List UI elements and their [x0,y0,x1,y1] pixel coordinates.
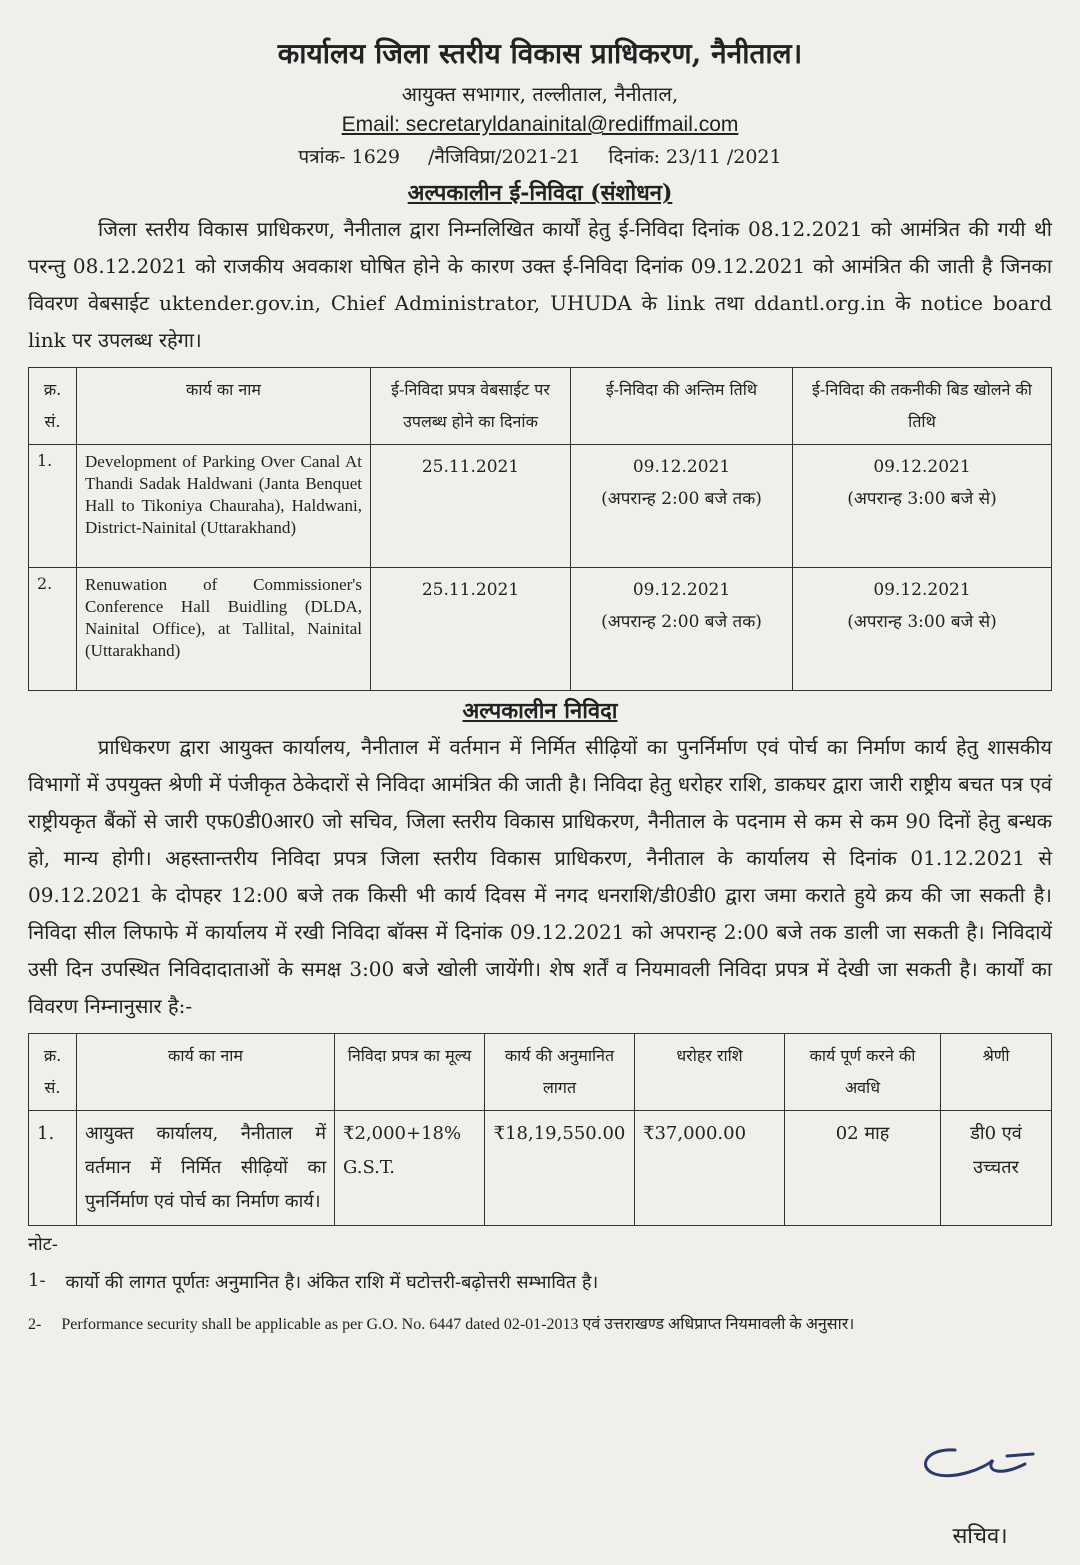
notice1-body: जिला स्तरीय विकास प्राधिकरण, नैनीताल द्वारा निम्नलिखित कार्यों हेतु ई-निविदा दिनांक 08.12.2021 को आमंत्रित की गयी थी परन्तु 08.12.2021 को राजकीय अवकाश घोषित होने के कारण उक्त ई-निविदा दिनांक 09.12.2021 को आमंत्रित की जाती है जिनका विवरण वेबसाईट uktender.gov.in, Chief Administrator, UHUDA के link तथा ddantl.org.in के notice board link पर उपलब्ध रहेगा। [28,217,1052,352]
row-work-name: Renuwation of Commissioner's Conference Hall Buidling (DLDA, Nainital Office), at Tallital, Nainital (Uttarakhand) [77,568,371,691]
notice2-body: प्राधिकरण द्वारा आयुक्त कार्यालय, नैनीताल में वर्तमान में निर्मित सीढ़ियों का पुनर्निर्माण एवं पोर्च का निर्माण कार्य हेतु शासकीय विभागों में उपयुक्त श्रेणी में पंजीकृत ठेकेदारों से निविदा आमंत्रित की जाती है। निविदा हेतु धरोहर राशि, डाकघर द्वारा जारी राष्ट्रीय बचत पत्र एवं राष्ट्रीयकृत बैंकों से जारी एफ0डी0आर0 जो सचिव, जिला स्तरीय विकास प्राधिकरण, नैनीताल के पदनाम से कम से कम 90 दिनों हेतु बन्धक हो, मान्य होगी। अहस्तान्तरीय निविदा प्रपत्र जिला स्तरीय विकास प्राधिकरण, नैनीताल के कार्यालय से दिनांक 01.12.2021 से 09.12.2021 के दोपहर 12:00 बजे तक किसी भी कार्य दिवस में नगद धनराशि/डी0डी0 द्वारा जमा कराते हुये क्रय की जा सकती है। निविदा सील लिफाफे में कार्यालय में रखी निविदा बॉक्स में दिनांक 09.12.2021 को अपरान्ह 2:00 बजे तक डाली जा सकती है। निविदायें उसी दिन उपस्थित निविदादाताओं के समक्ष 3:00 बजे खोली जायेंगी। शेष शर्तें व नियमावली निविदा प्रपत्र में देखी जा सकती है। कार्यों का विवरण निम्नानुसार है:- [28,735,1052,1018]
col-sno: क्र. सं. [29,1034,77,1111]
table-header-row [29,1034,1052,1111]
row-sno: 1. [29,1111,77,1226]
col-last-date: ई-निविदा की अन्तिम तिथि [571,368,793,445]
table-header-row [29,368,1052,445]
notice2-title: अल्पकालीन निविदा [462,698,618,724]
letter-date: दिनांक: 23/11 /2021 [608,146,782,168]
note-item [28,1308,1052,1342]
table-row [29,445,1052,568]
col-sno: क्र. सं. [29,368,77,445]
designation: सचिव। [952,1524,1008,1549]
notice1-title: अल्पकालीन ई-निविदा (संशोधन) [407,180,673,206]
office-name: कार्यालय जिला स्तरीय विकास प्राधिकरण, नैनीताल। [277,37,803,70]
opening-date-value: 09.12.2021 [873,457,971,477]
table-row [29,1111,1052,1226]
last-date-value: 09.12.2021 [632,457,731,477]
col-category: श्रेणी [941,1034,1052,1111]
row-sno: 2. [29,568,77,691]
row-opening-date [793,445,1052,568]
opening-date-value: 09.12.2021 [873,580,971,600]
tender-table [28,1033,1052,1226]
col-form-price: निविदा प्रपत्र का मूल्य [335,1034,485,1111]
row-duration: 02 माह [785,1111,941,1226]
col-duration: कार्य पूर्ण करने की अवधि [785,1034,941,1111]
col-estimated-cost: कार्य की अनुमानित लागत [485,1034,635,1111]
table-row [29,568,1052,691]
note-number: 2- [28,1316,42,1333]
notes-label: नोट- [28,1234,58,1255]
letter-ref-code: /नैजिविप्रा/2021-21 [428,146,581,168]
etender-table [28,367,1052,691]
row-category: डी0 एवं उच्चतर [941,1111,1052,1226]
last-date-time: (अपरान्ह 2:00 बजे तक) [601,489,762,509]
row-work-name: आयुक्त कार्यालय, नैनीताल में वर्तमान में निर्मित सीढ़ियों का पुनर्निर्माण एवं पोर्च का निर्माण कार्य। [77,1111,335,1226]
row-form-price: ₹2,000+18% G.S.T. [335,1111,485,1226]
note-text: Performance security shall be applicable as per G.O. No. 6447 dated 02-01-2013 एवं उत्तराखण्ड अधिप्राप्त नियमावली के अनुसार। [61,1316,855,1333]
last-date-time: (अपरान्ह 2:00 बजे तक) [601,612,762,632]
last-date-value: 09.12.2021 [632,580,731,600]
reference-line [28,143,1052,169]
note-number: 1- [28,1270,46,1291]
opening-date-time: (अपरान्ह 3:00 बजे से) [847,489,997,509]
opening-date-time: (अपरान्ह 3:00 बजे से) [847,612,997,632]
row-opening-date [793,568,1052,691]
row-work-name: Development of Parking Over Canal At Thandi Sadak Haldwani (Janta Benquet Hall to Tikoniya Chauraha), Haldwani, District-Nainital (Uttarakhand) [77,445,371,568]
col-available-date: ई-निविदा प्रपत्र वेबसाईट पर उपलब्ध होने का दिनांक [371,368,571,445]
col-opening-date: ई-निविदा की तकनीकी बिड खोलने की तिथि [793,368,1052,445]
col-work-name: कार्य का नाम [77,1034,335,1111]
office-email[interactable]: Email: secretaryldanainital@rediffmail.com [341,113,739,136]
row-estimated-cost: ₹18,19,550.00 [485,1111,635,1226]
row-last-date [571,445,793,568]
row-last-date [571,568,793,691]
notes-section [28,1232,1052,1342]
col-earnest-money: धरोहर राशि [635,1034,785,1111]
signature-icon [915,1438,1045,1498]
row-available-date: 25.11.2021 [371,568,571,691]
letter-number: पत्रांक- 1629 [298,146,400,168]
col-work-name: कार्य का नाम [77,368,371,445]
row-available-date: 25.11.2021 [371,445,571,568]
signature-block [910,1438,1050,1550]
office-address: आयुक्त सभागार, तल्लीताल, नैनीताल, [401,82,679,106]
row-earnest-money: ₹37,000.00 [635,1111,785,1226]
note-item [28,1270,1052,1294]
row-sno: 1. [29,445,77,568]
note-text: कार्यो की लागत पूर्णतः अनुमानित है। अंकित राशि में घटोत्तरी-बढ़ोत्तरी सम्भावित है। [65,1272,599,1293]
